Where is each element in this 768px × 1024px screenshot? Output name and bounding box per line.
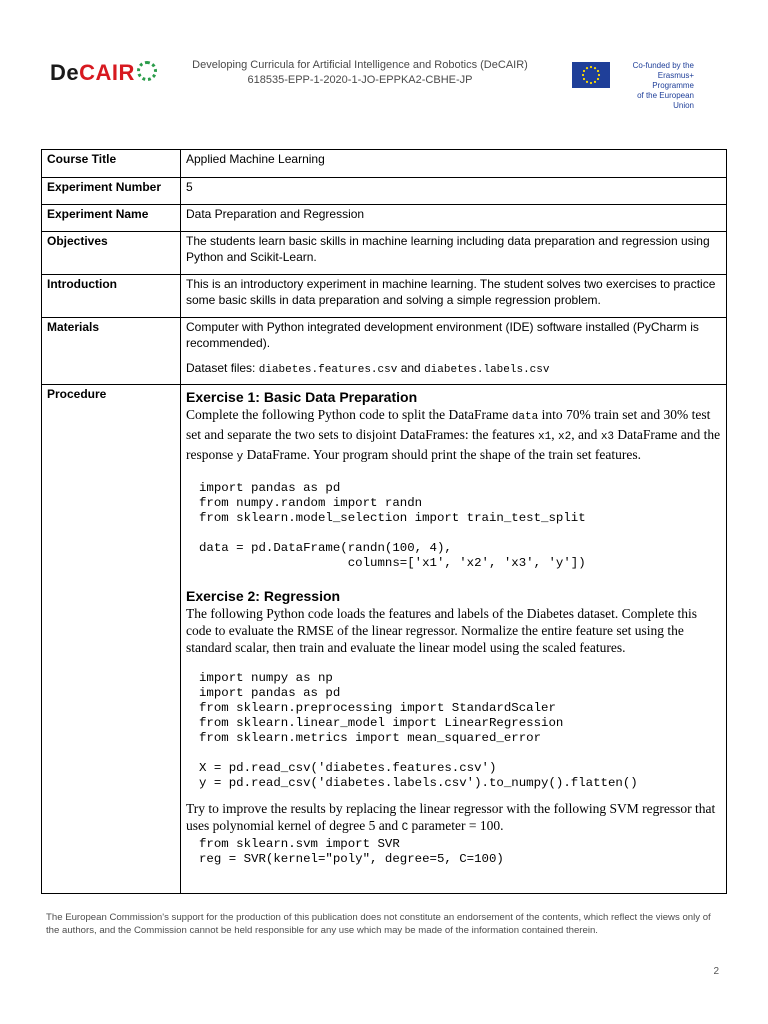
table-row bbox=[42, 232, 727, 275]
exercise1-code: import pandas as pd from numpy.random import randn from sklearn.model_selection import train_test_split data = pd.DataFrame(randn(100, 4), columns=['x1', 'x2', 'x3', 'y']) bbox=[199, 481, 586, 570]
experiment-name-label: Experiment Name bbox=[42, 205, 181, 232]
table-row bbox=[42, 318, 727, 385]
experiment-name-value: Data Preparation and Regression bbox=[181, 205, 727, 232]
objectives-label: Objectives bbox=[42, 232, 181, 275]
materials-cell bbox=[181, 318, 727, 385]
exercise2-title: Exercise 2: Regression bbox=[186, 588, 341, 604]
gear-icon bbox=[137, 61, 157, 81]
funding-disclaimer: The European Commission's support for the production of this publication does not constitute an endorsement of the contents, which reflect the views only of the authors, and the Commission cannot be held responsible for any use which may be made of the information contained therein. bbox=[46, 912, 711, 936]
table-row bbox=[42, 385, 727, 894]
dataset-files: Dataset files: diabetes.features.csv and diabetes.labels.csv bbox=[186, 361, 550, 376]
table-row bbox=[42, 150, 727, 178]
exercise2-code: import numpy as np import pandas as pd from sklearn.preprocessing import StandardScaler from sklearn.linear_model import LinearRegression from sklearn.metrics import mean_squared_error X = pd.read_csv('diabetes.features.csv') y = pd.read_csv('diabetes.labels.csv').to_numpy().flatten() bbox=[199, 671, 638, 790]
eu-flag-icon bbox=[572, 62, 610, 88]
page-number: 2 bbox=[713, 966, 719, 977]
experiment-number-value: 5 bbox=[181, 178, 727, 205]
exercise1-description: Complete the following Python code to split the DataFrame data into 70% train set and 30% test set and separate the two sets to disjoint DataFrames: the features x1, x2, and x3 DataFrame and the response y DataFrame. Your program should print the shape of the train set features. bbox=[186, 407, 721, 463]
introduction-value: This is an introductory experiment in machine learning. The student solves two exercises to practice some basic skills in data preparation and solving a simple regression problem. bbox=[181, 275, 727, 318]
decair-logo bbox=[50, 60, 157, 86]
materials-label: Materials bbox=[42, 318, 181, 385]
materials-value: Computer with Python integrated development environment (IDE) software installed (PyCharm is recommended). bbox=[186, 320, 699, 350]
dataset-file-features: diabetes.features.csv bbox=[258, 364, 398, 376]
procedure-cell bbox=[181, 385, 727, 894]
dataset-file-labels: diabetes.labels.csv bbox=[424, 364, 550, 376]
svm-code: from sklearn.svm import SVR reg = SVR(kernel="poly", degree=5, C=100) bbox=[199, 837, 504, 866]
eu-funding-text: Co-funded by the Erasmus+ Programme of the European Union bbox=[632, 61, 694, 110]
course-title-label: Course Title bbox=[42, 150, 181, 178]
project-code: 618535-EPP-1-2020-1-JO-EPPKA2-CBHE-JP bbox=[247, 74, 473, 86]
exercise2-description: The following Python code loads the features and labels of the Diabetes dataset. Complete this code to evaluate the RMSE of the linear regressor. Normalize the entire feature set using the standard scalar, then train and evaluate the linear model using the scaled features. bbox=[186, 606, 697, 655]
course-title-value: Applied Machine Learning bbox=[181, 150, 727, 178]
logo-text-red: CAIR bbox=[79, 60, 135, 85]
procedure-label: Procedure bbox=[42, 385, 181, 894]
logo-text-dark: De bbox=[50, 60, 80, 85]
objectives-value: The students learn basic skills in machine learning including data preparation and regression using Python and Scikit-Learn. bbox=[181, 232, 727, 275]
experiment-number-label: Experiment Number bbox=[42, 178, 181, 205]
project-title bbox=[160, 58, 560, 88]
table-row bbox=[42, 178, 727, 205]
table-row bbox=[42, 275, 727, 318]
page-header bbox=[0, 0, 768, 110]
table-row bbox=[42, 205, 727, 232]
exercise1-title: Exercise 1: Basic Data Preparation bbox=[186, 389, 418, 405]
introduction-label: Introduction bbox=[42, 275, 181, 318]
svm-description: Try to improve the results by replacing the linear regressor with the following SVM regressor that uses polynomial kernel of degree 5 and C parameter = 100. bbox=[186, 801, 716, 834]
experiment-table bbox=[41, 149, 727, 894]
project-title-line1: Developing Curricula for Artificial Intelligence and Robotics (DeCAIR) bbox=[192, 59, 528, 71]
